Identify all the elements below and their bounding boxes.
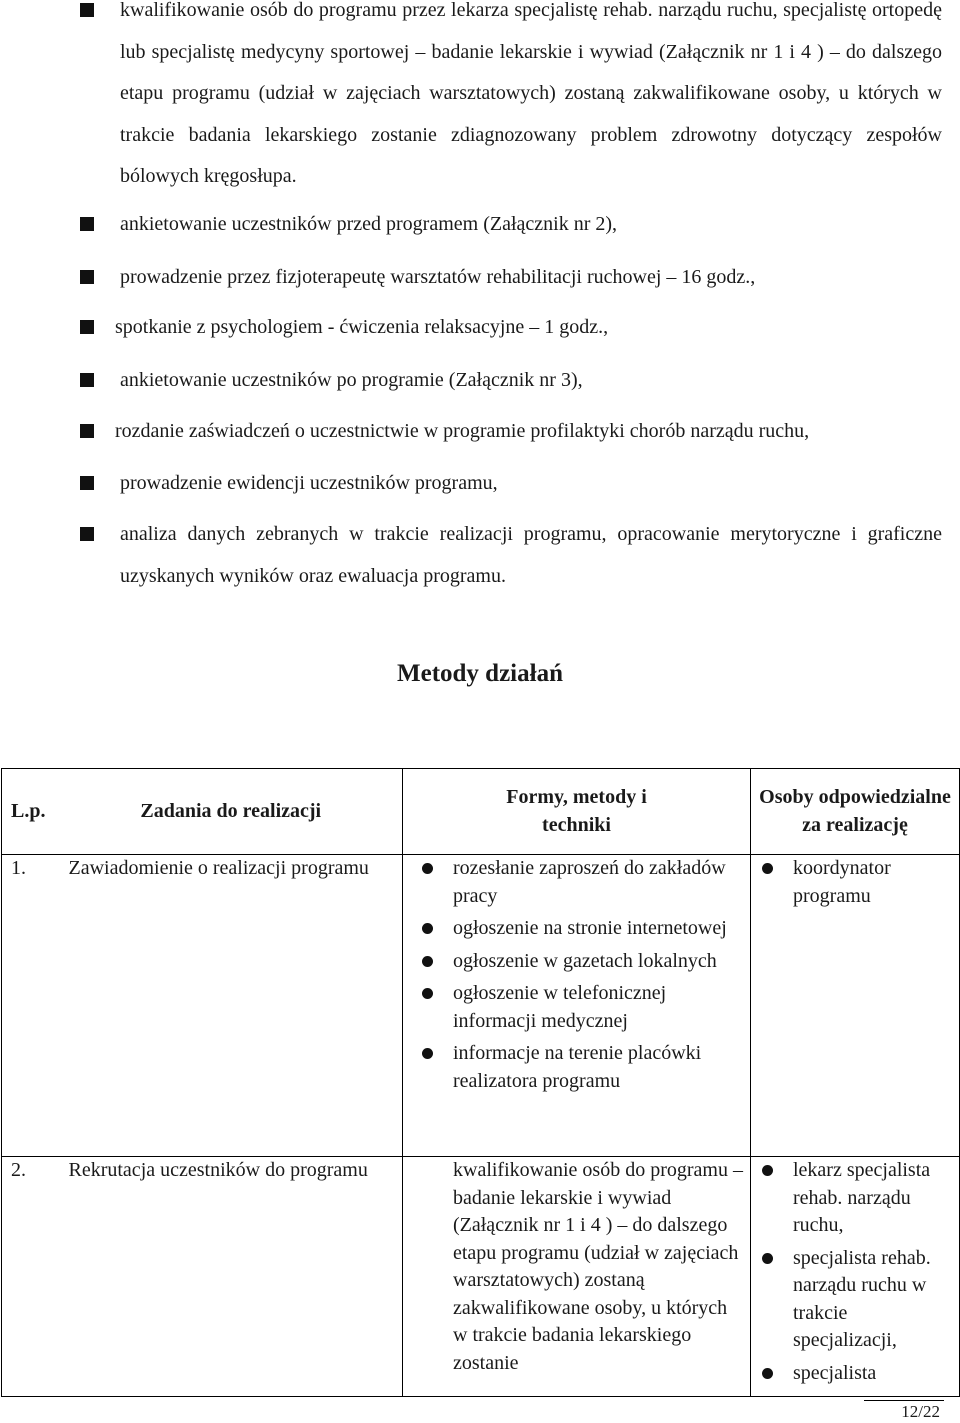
square-bullet-icon [80,476,94,490]
header-who: Osoby odpowiedzialne za realizację [751,769,960,855]
bullet-text: rozdanie zaświadczeń o uczestnictwie w programie profilaktyki chorób narządu ruchu, [115,420,810,442]
bullet-text: prowadzenie ewidencji uczestników programu, [120,472,498,494]
square-bullet-icon [80,320,94,334]
list-item: informacje na terenie placówki realizatora programu [419,1040,744,1095]
row-task: Rekrutacja uczestników do programu [60,1157,403,1397]
methods-table [1,768,960,1397]
bullet-text: ankietowanie uczestników przed programem (Załącznik nr 2), [120,213,618,235]
row-task: Zawiadomienie o realizacji programu [60,855,403,1157]
square-bullet-icon [80,217,94,231]
bullet-item [80,411,942,453]
row-who [751,855,960,1157]
who-list [759,1157,953,1387]
bullet-text: kwalifikowanie osób do programu przez lekarza specjalistę rehab. narządu ruchu, specjalistę ortopedę lub specjalistę medycyny sportowej – badanie lekarskie i wywiad (Załącznik nr 1 i 4 ) – do dalszego etapu programu (udział w zajęciach warsztatowych) zostaną zakwalifikowane osoby, u których w trakcie badania lekarskiego zostanie zdiagnozowany problem zdrowotny dotyczący zespołów bólowych kręgosłupa. [120,0,942,187]
bullet-item [80,514,942,597]
row-forms [403,855,751,1157]
list-item: specjalista [759,1360,953,1388]
page-number: 12/22 [901,1402,940,1421]
section-title: Metody działań [397,660,563,687]
list-item: ogłoszenie w telefonicznej informacji medycznej [419,980,744,1035]
who-list [759,855,953,910]
list-item: specjalista rehab. narządu ruchu w trakcie specjalizacji, [759,1245,953,1355]
list-item: rozesłanie zaproszeń do zakładów pracy [419,855,744,910]
table-row [2,855,960,1157]
list-item: ogłoszenie w gazetach lokalnych [419,948,744,976]
bullet-item [80,360,942,402]
square-bullet-icon [80,373,94,387]
square-bullet-icon [80,270,94,284]
row-who [751,1157,960,1397]
header-task: Zadania do realizacji [60,769,403,855]
table-row [2,1157,960,1397]
row-lp: 2. [2,1157,60,1397]
bullet-text: ankietowanie uczestników po programie (Załącznik nr 3), [120,369,583,391]
bullet-item [80,463,942,505]
list-item: lekarz specjalista rehab. narządu ruchu, [759,1157,953,1240]
row-forms: kwalifikowanie osób do programu – badanie lekarskie i wywiad (Załącznik nr 1 i 4 ) – do dalszego etapu programu (udział w zajęciach warsztatowych) zostaną zakwalifikowane osoby, u których w trakcie badania lekarskiego zostanie [403,1157,751,1397]
bullet-item [80,204,942,246]
bullet-item [80,0,942,198]
square-bullet-icon [80,3,94,17]
header-forms-text: Formy, metody i techniki [506,786,647,836]
list-item: ogłoszenie na stronie internetowej [419,915,744,943]
bullet-item [80,307,942,349]
square-bullet-icon [80,424,94,438]
footer-divider [864,1400,944,1401]
bullet-text: spotkanie z psychologiem - ćwiczenia relaksacyjne – 1 godz., [115,316,609,338]
bullet-item [80,257,942,299]
square-bullet-icon [80,527,94,541]
list-item: koordynator programu [759,855,953,910]
forms-list [419,855,744,1095]
bullet-text: analiza danych zebranych w trakcie realizacji programu, opracowanie merytoryczne i graficzne uzyskanych wyników oraz ewaluacja programu. [120,523,942,587]
header-lp: L.p. [2,769,60,855]
header-forms [403,769,751,855]
table-header-row [2,769,960,855]
bullet-text: prowadzenie przez fizjoterapeutę warsztatów rehabilitacji ruchowej – 16 godz., [120,266,756,288]
row-lp: 1. [2,855,60,1157]
